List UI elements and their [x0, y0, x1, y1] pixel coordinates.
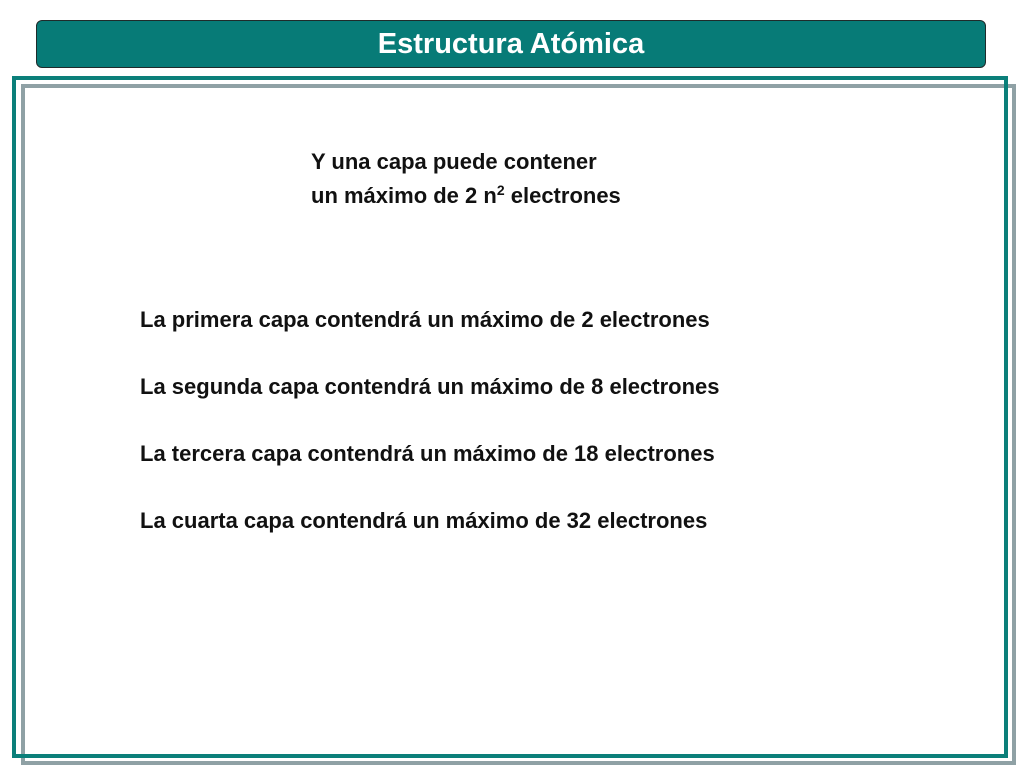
- shell-line-fourth: La cuarta capa contendrá un máximo de 32 electrones: [140, 508, 708, 533]
- shell-line-first: La primera capa contendrá un máximo de 2 electrones: [140, 307, 710, 332]
- intro-text: [311, 145, 621, 213]
- exponent-superscript: 2: [496, 182, 505, 198]
- slide-title: Estructura Atómica: [377, 27, 645, 60]
- shell-line-second: La segunda capa contendrá un máximo de 8 electrones: [140, 374, 720, 399]
- intro-line-2-start: un máximo de 2 n: [311, 183, 497, 208]
- title-banner: [36, 20, 986, 68]
- intro-line-2: [311, 179, 621, 213]
- shell-list: [140, 305, 720, 573]
- intro-line-2-end: electrones: [504, 183, 621, 208]
- shell-line-third: La tercera capa contendrá un máximo de 18 electrones: [140, 441, 715, 466]
- intro-line-1: Y una capa puede contener: [311, 149, 597, 174]
